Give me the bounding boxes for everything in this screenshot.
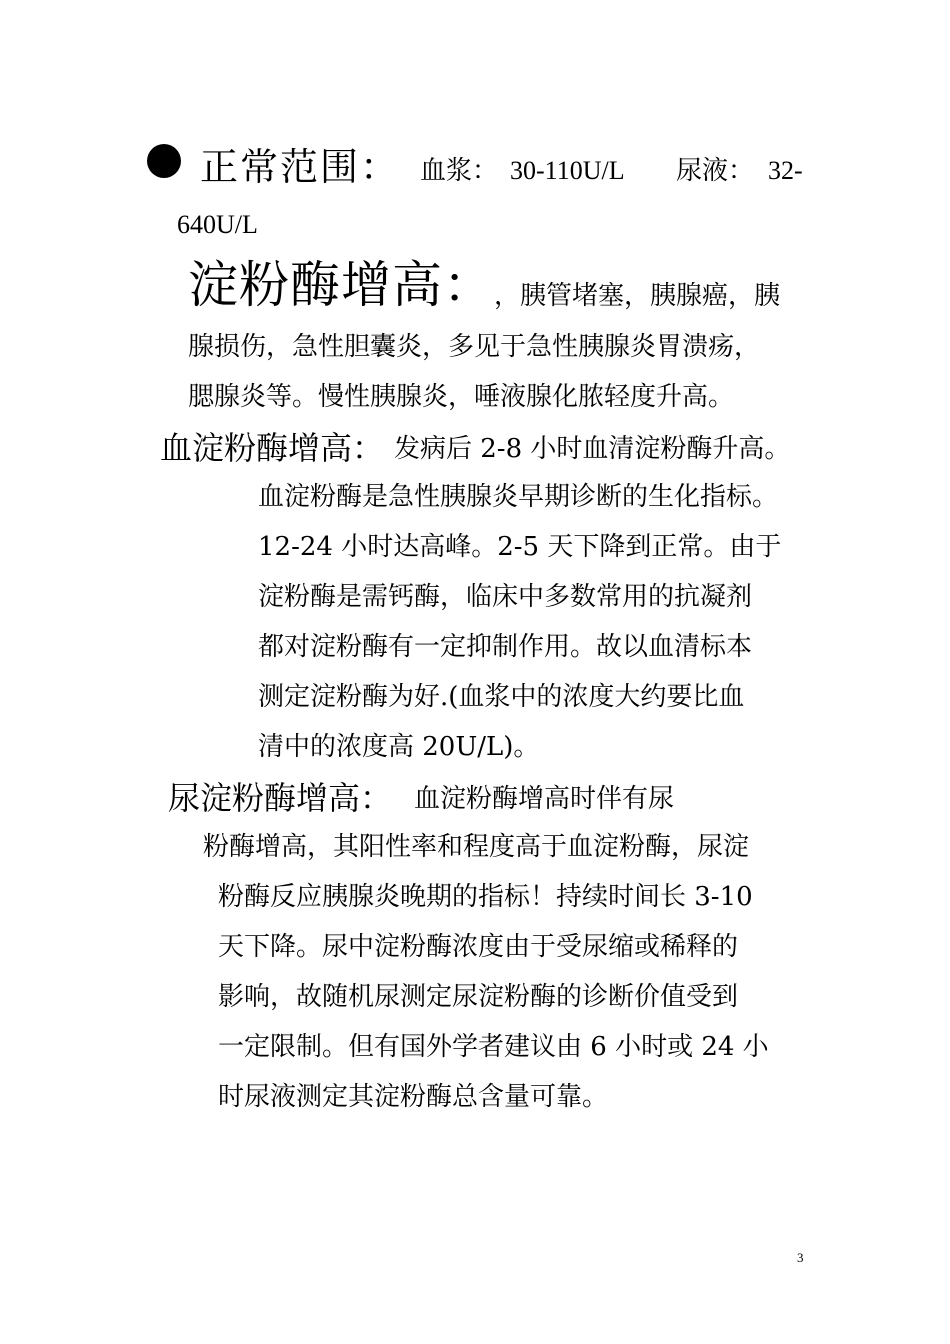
urine-amylase-line-3: 天下降。尿中淀粉酶浓度由于受尿缩或稀释的	[218, 932, 739, 962]
plasma-value: 30-110U/L	[510, 156, 625, 185]
blood-amylase-line-2: 12-24 小时达高峰。2-5 天下降到正常。由于	[258, 532, 782, 562]
page-number: 3	[797, 1250, 804, 1265]
bullet-dot-icon	[147, 144, 181, 178]
amylase-increase-line-3: 腮腺炎等。慢性胰腺炎，唾液腺化脓轻度升高。	[188, 382, 735, 412]
blood-amylase-line-3: 淀粉酶是需钙酶，临床中多数常用的抗凝剂	[258, 582, 753, 612]
blood-amylase-line-1: 血淀粉酶是急性胰腺炎早期诊断的生化指标。	[258, 482, 779, 512]
amylase-increase-line-2: 腺损伤，急性胆囊炎，多见于急性胰腺炎胃溃疡，	[188, 332, 761, 362]
urine-amylase-heading: 尿淀粉酶增高：	[168, 779, 393, 817]
blood-amylase-line-4: 都对淀粉酶有一定抑制作用。故以血清标本	[258, 632, 753, 662]
amylase-increase-line-1: ，胰管堵塞，胰腺癌，胰	[494, 281, 781, 311]
urine-amylase-line-1: 粉酶增高，其阳性率和程度高于血淀粉酶，尿淀	[203, 832, 750, 862]
urine-value-part2: 640U/L	[177, 210, 258, 239]
urine-label: 尿液：	[676, 156, 755, 186]
blood-amylase-heading: 血淀粉酶增高：	[160, 429, 385, 467]
blood-amylase-line-5: 测定淀粉酶为好.(血浆中的浓度大约要比血	[258, 682, 745, 712]
urine-amylase-line-5: 一定限制。但有国外学者建议由 6 小时或 24 小	[218, 1032, 769, 1062]
urine-amylase-first-line: 血淀粉酶增高时伴有尿	[414, 784, 675, 814]
blood-amylase-line-6: 清中的浓度高 20U/L)。	[258, 732, 540, 762]
blood-amylase-first-line: 发病后 2-8 小时血清淀粉酶升高。	[394, 434, 791, 464]
plasma-label: 血浆：	[420, 156, 499, 186]
urine-value-part1: 32-	[768, 156, 803, 185]
amylase-increase-heading: 淀粉酶增高：	[188, 256, 494, 314]
urine-amylase-line-6: 时尿液测定其淀粉酶总含量可靠。	[218, 1082, 609, 1112]
urine-amylase-line-4: 影响，故随机尿测定尿淀粉酶的诊断价值受到	[218, 982, 739, 1012]
urine-amylase-line-2: 粉酶反应胰腺炎晚期的指标！持续时间长 3-10	[218, 882, 753, 912]
normal-range-heading: 正常范围：	[200, 145, 401, 189]
